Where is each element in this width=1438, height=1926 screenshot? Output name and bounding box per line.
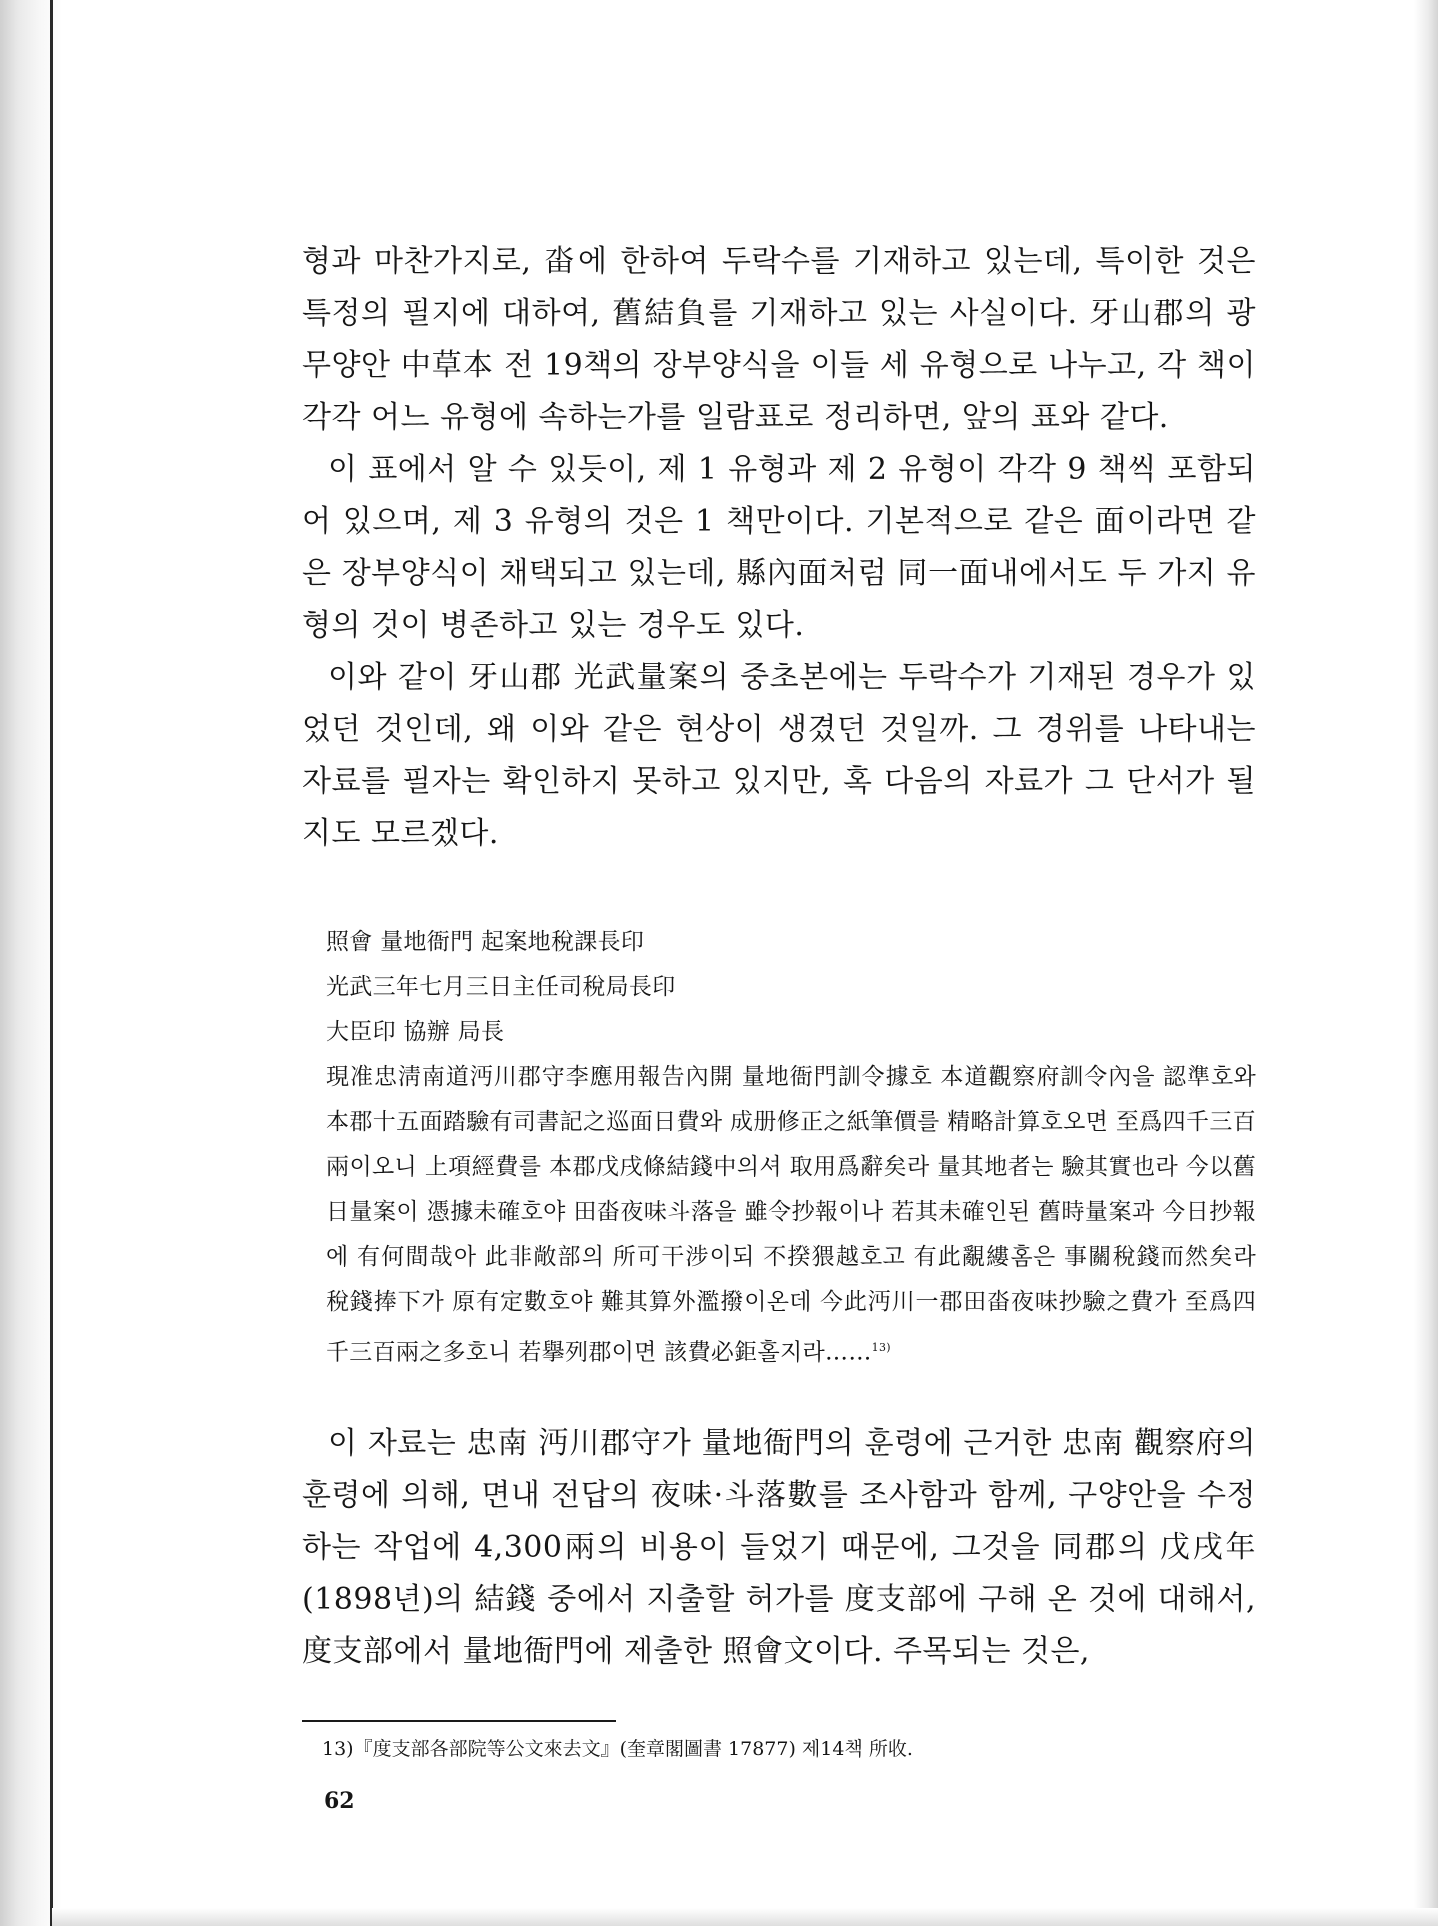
quote-body-text xyxy=(326,1055,1256,1376)
quote-header-line-1: 照會 量地衙門 起案地稅課長印 xyxy=(326,929,645,955)
footnote-divider xyxy=(302,1720,616,1722)
body-text-top xyxy=(302,236,1256,860)
paragraph-3: 이와 같이 牙山郡 光武量案의 중초본에는 두락수가 기재된 경우가 있었던 것인데, 왜 이와 같은 현상이 생겼던 것일까. 그 경위를 나타내는 자료를 필자는 확인하지 못하고 있지만, 혹 다음의 자료가 그 단서가 될지도 모르겠다. xyxy=(302,660,1256,851)
footnote-reference: 13) xyxy=(871,1341,891,1354)
page-number: 62 xyxy=(324,1787,355,1814)
paragraph-2: 이 표에서 알 수 있듯이, 제 1 유형과 제 2 유형이 각각 9 책씩 포함되어 있으며, 제 3 유형의 것은 1 책만이다. 기본적으로 같은 面이라면 같은 장부양식이 채택되고 있는데, 縣內面처럼 同一面내에서도 두 가지 유형의 것이 병존하고 있는 경우도 있다. xyxy=(302,452,1256,643)
page-right-edge-shadow xyxy=(1414,0,1438,1926)
page-content xyxy=(302,236,1256,1816)
quote-body xyxy=(326,1055,1256,1376)
quote-header-line-2: 光武三年七月三日主任司稅局長印 xyxy=(326,974,676,1000)
page-bottom-shadow xyxy=(52,1908,1438,1926)
quote-header xyxy=(326,920,1256,1055)
quote-header-line-3: 大臣印 協辦 局長 xyxy=(326,1019,505,1045)
quote-body-content: 現准忠淸南道沔川郡守李應用報告內開 量地衙門訓令據호 本道觀察府訓令內을 認準호와 本郡十五面踏驗有司書記之巡面日費와 成册修正之紙筆價를 精略計算호오면 至爲四千三百兩이오니 上項經費를 本郡戊戌條結錢中의셔 取用爲辭矣라 量其地者는 驗其實也라 今以舊日量案이 憑據未確호야 田畓夜味斗落을 雖令抄報이나 若其未確인된 舊時量案과 今日抄報에 有何間哉아 此非敞部의 所可干涉이되 不揆猥越호고 有此覶縷홈은 事關稅錢而然矣라 稅錢捧下가 原有定數호야 難其算外濫撥이온데 今此沔川一郡田畓夜味抄驗之費가 至爲四千三百兩之多호니 若擧列郡이면 該費必鉅홀지라…… xyxy=(326,1064,1256,1366)
body-text-bottom xyxy=(302,1418,1256,1678)
paragraph-4: 이 자료는 忠南 沔川郡守가 量地衙門의 훈령에 근거한 忠南 觀察府의 훈령에 의해, 면내 전답의 夜味·斗落數를 조사함과 함께, 구양안을 수정하는 작업에 4,300兩의 비용이 들었기 때문에, 그것을 同郡의 戊戌年(1898년)의 結錢 중에서 지출할 허가를 度支部에 구해 온 것에 대해서, 度支部에서 量地衙門에 제출한 照會文이다. 주목되는 것은, xyxy=(302,1425,1256,1669)
paragraph-1: 형과 마찬가지로, 畓에 한하여 두락수를 기재하고 있는데, 특이한 것은 특정의 필지에 대하여, 舊結負를 기재하고 있는 사실이다. 牙山郡의 광무양안 中草本 전 19책의 장부양식을 이들 세 유형으로 나누고, 각 책이 각각 어느 유형에 속하는가를 일람표로 정리하면, 앞의 표와 같다. xyxy=(302,244,1256,435)
footnote-13: 13)『度支部各部院等公文來去文』(奎章閣圖書 17877) 제14책 所收. xyxy=(322,1737,913,1760)
page-spine-line xyxy=(50,0,53,1926)
quoted-document xyxy=(326,920,1256,1376)
